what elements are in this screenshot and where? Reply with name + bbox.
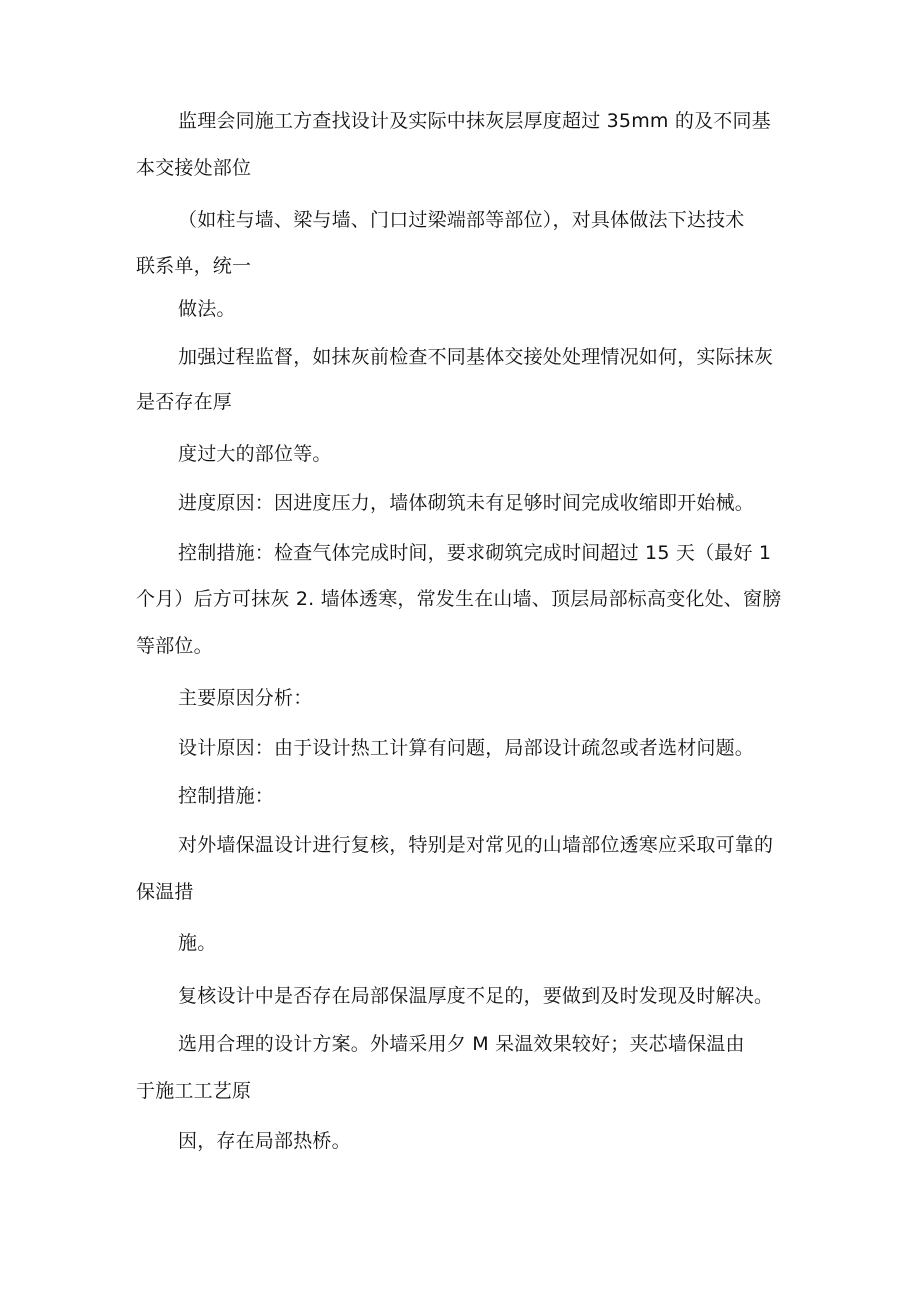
text-line: 选用合理的设计方案。外墙采用夕 M 呆温效果较好；夹芯墙保温由 <box>178 1033 745 1055</box>
text-line: 因，存在局部热桥。 <box>178 1130 351 1152</box>
text-line: 控制措施： <box>178 785 275 807</box>
text-line: 是否存在厚 <box>136 391 233 413</box>
text-line: 进度原因：因进度压力，墙体砌筑未有足够时间完成收缩即开始械。 <box>178 492 755 514</box>
text-line: 保温措 <box>136 881 194 903</box>
text-line: 个月）后方可抹灰 2. 墙体透寒，常发生在山墙、顶层局部标高变化处、窗膀 <box>136 588 782 610</box>
text-line: 做法。 <box>178 298 236 320</box>
text-line: 加强过程监督，如抹灰前检查不同基体交接处处理情况如何，实际抹灰 <box>178 346 774 368</box>
text-line: 施。 <box>178 932 217 954</box>
text-line: 等部位。 <box>136 635 213 657</box>
text-line: 复核设计中是否存在局部保温厚度不足的，要做到及时发现及时解决。 <box>178 985 774 1007</box>
text-line: 主要原因分析： <box>178 687 313 709</box>
text-line: 于施工工艺原 <box>136 1080 252 1102</box>
text-line: 本交接处部位 <box>136 157 252 179</box>
text-line: 联系单，统一 <box>136 255 252 277</box>
text-line: 度过大的部位等。 <box>178 443 332 465</box>
text-line: 监理会同施工方查找设计及实际中抹灰层厚度超过 35mm 的及不同基 <box>178 110 771 132</box>
text-line: 控制措施：检查气体完成时间，要求砌筑完成时间超过 15 天（最好 1 <box>178 542 772 564</box>
text-line: 对外墙保温设计进行复核，特别是对常见的山墙部位透寒应采取可靠的 <box>178 834 774 856</box>
text-line: 设计原因：由于设计热工计算有问题，局部设计疏忽或者选材问题。 <box>178 737 755 759</box>
text-line: （如柱与墙、梁与墙、门口过梁端部等部位），对具体做法下达技术 <box>178 209 745 231</box>
